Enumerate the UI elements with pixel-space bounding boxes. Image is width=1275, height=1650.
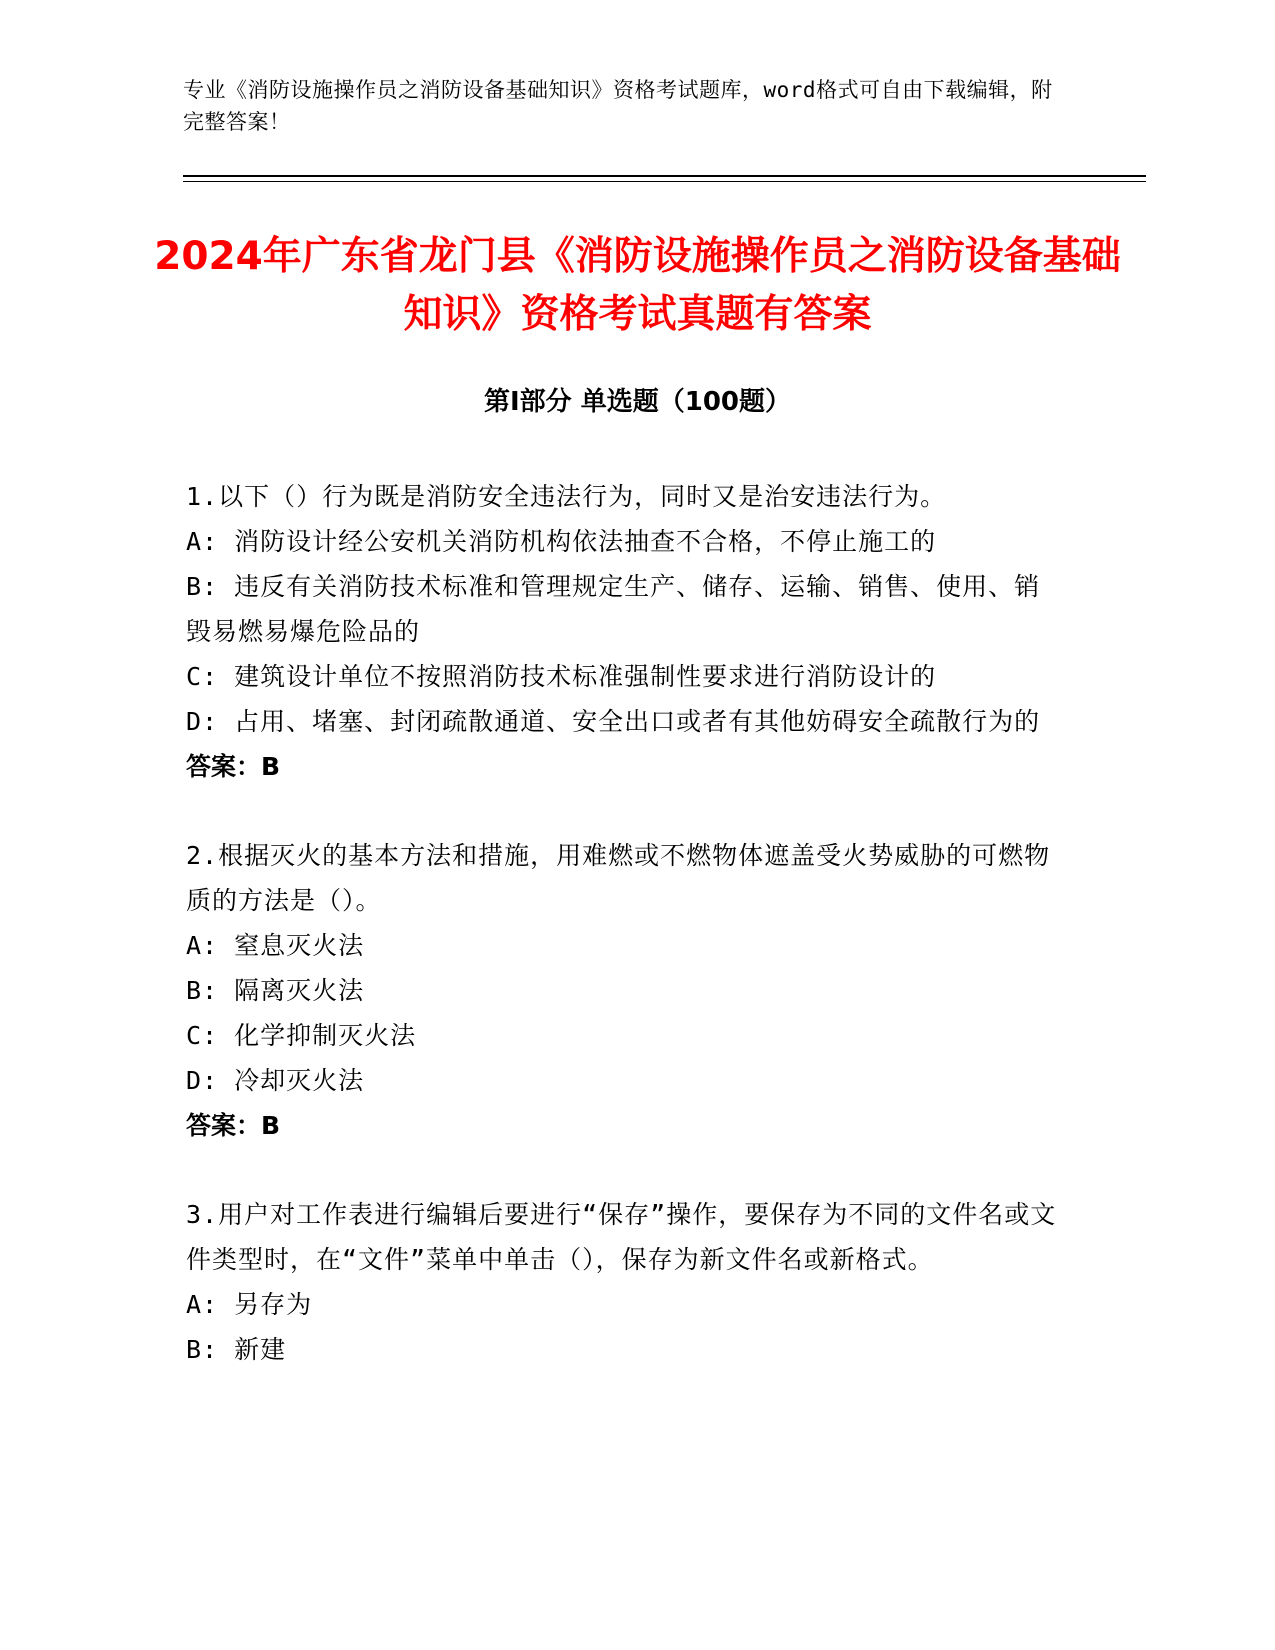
option-b: B: 隔离灭火法 — [186, 976, 365, 1005]
option-a: A: 消防设计经公安机关消防机构依法抽查不合格，不停止施工的 — [186, 527, 937, 556]
option-d: D: 占用、堵塞、封闭疏散通道、安全出口或者有其他妨碍安全疏散行为的 — [186, 707, 1041, 736]
question-text: 2.根据灭火的基本方法和措施，用难燃或不燃物体遮盖受火势威胁的可燃物质的方法是（）。 — [186, 841, 1051, 915]
answer-label: 答案：B — [186, 752, 281, 781]
header-note: 专业《消防设施操作员之消防设备基础知识》资格考试题库，word格式可自由下载编辑，附完整答案！ — [183, 78, 1053, 134]
option-d: D: 冷却灭火法 — [186, 1066, 365, 1095]
section-heading: 第Ⅰ部分 单选题（100题） — [484, 387, 791, 417]
header-divider-thick — [183, 175, 1146, 177]
option-c: C: 建筑设计单位不按照消防技术标准强制性要求进行消防设计的 — [186, 662, 937, 691]
question-item-2 — [186, 833, 1066, 1148]
question-list — [186, 474, 1066, 1416]
answer-label: 答案：B — [186, 1111, 281, 1140]
question-text: 1.以下（）行为既是消防安全违法行为，同时又是治安违法行为。 — [186, 482, 947, 511]
document-title: 2024年广东省龙门县《消防设施操作员之消防设备基础知识》资格考试真题有答案 — [154, 234, 1121, 337]
question-item-1 — [186, 474, 1066, 789]
question-text: 3.用户对工作表进行编辑后要进行“保存”操作，要保存为不同的文件名或文件类型时，在“文件”菜单中单击（），保存为新文件名或新格式。 — [186, 1200, 1057, 1274]
option-a: A: 窒息灭火法 — [186, 931, 365, 960]
option-b: B: 违反有关消防技术标准和管理规定生产、储存、运输、销售、使用、销毁易燃易爆危险品的 — [186, 572, 1041, 646]
question-item-3 — [186, 1192, 1066, 1372]
option-b: B: 新建 — [186, 1335, 287, 1364]
option-a: A: 另存为 — [186, 1290, 313, 1319]
option-c: C: 化学抑制灭火法 — [186, 1021, 417, 1050]
header-divider-thin — [183, 181, 1146, 182]
